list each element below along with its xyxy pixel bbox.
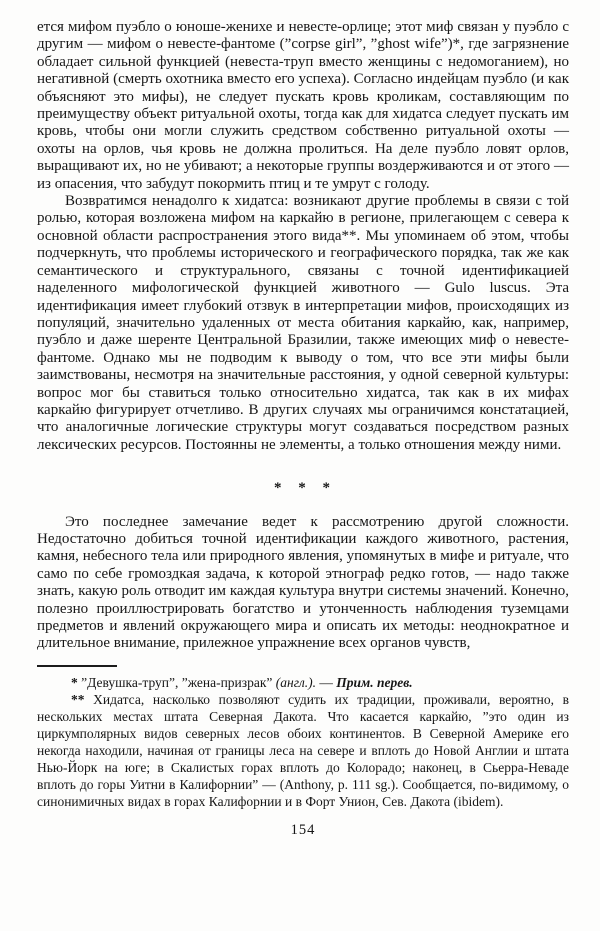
paragraph-continuation: ется мифом пуэбло о юноше-женихе и невесте-орлице; этот миф связан у пуэбло с другим — мифом о невесте-фантоме (”corpse girl”, ”ghost wife”)*, где загрязнение обладает сильной функцией (невеста-труп вместо женщины с недомоганием), но негативной (смерть охотника вместо его успеха). Согласно индейцам пуэбло (и как объясняют это мифы), не следует пускать кровь кроликам, составляющим по преимуществу объект ритуальной охоты, тогда как для хидатса следует пускать им кровь, чтобы они могли служить средством собственно ритуальной охоты — охоты на орлов, чья кровь не должна пролиться. На деле пуэбло ловят орлов, выращивают их, но не убивают; а некоторые группы воздерживаются и от этого — из опасения, что забудут покормить птиц и те умрут с голоду.: [37, 19, 569, 192]
paragraph: Возвратимся ненадолго к хидатса: возникают другие проблемы в связи с той ролью, которая возложена мифом на каркайю в регионе, прилегающем с севера к основной области распространения этого вида**. Мы упоминаем об этом, чтобы подчеркнуть, что проблемы исторического и географического порядка, так же как семантического и структурального, связаны с точной идентификацией наделенного мифологической функцией животного — Gulo luscus. Эта идентификация имеет глубокий отзвук в интерпретации мифов, происходящих из популяций, значительно удаленных от места обитания каркайю, как, например, пуэбло и даже шеренте Центральной Бразилии, также имеющих миф о невесте-фантоме. Однако мы не подводим к выводу о том, что все эти мифы были заимствованы, несмотря на значительные расстояния, у одной северной культуры: вопрос мог бы ставиться только относительно хидатса, так как в их мифах каркайю фигурирует отчетливо. В других случаях мы ограничимся констатацией, что аналогичные логические структуры могут создаваться посредством разных лексических ресурсов. Постоянны не элементы, а только отношения между ними.: [37, 193, 569, 453]
footnote-1-marker: *: [71, 674, 78, 690]
footnote-2-text: Хидатса, насколько позволяют судить их традиции, проживали, вероятно, в нескольких местах штата Северная Дакота. Что касается каркайю, ”это один из циркумполярных видов северных лесов обоих континентов. В Северной Америке его некогда находили, начиная от границы леса на севере и вплоть до Новой Англии и штата Нью-Йорк на юге; в Скалистых горах вплоть до Колорадо; наконец, в Сьерра-Неваде вплоть до горы Уитни в Калифорнии” — (Anthony, p. 111 sg.). Сообщается, по-видимому, о синонимичных видах в горах Калифорнии и в Форт Унион, Сев. Дакота (ibidem).: [37, 691, 569, 809]
footnote-1-text: ”Девушка-труп”, ”жена-призрак”: [81, 674, 273, 690]
page-number: 154: [290, 821, 316, 838]
footnote-1: [37, 674, 569, 691]
footnote-divider: [37, 665, 117, 667]
footnote-2-marker: **: [71, 691, 85, 707]
footnote-1-attribution: Прим. перев.: [336, 674, 413, 690]
footnote-2: [37, 691, 569, 810]
paragraph: Это последнее замечание ведет к рассмотрению другой сложности. Недостаточно добиться точной идентификации каждого животного, растения, камня, небесного тела или природного явления, упомянутых в мифе и ритуале, что само по себе громоздкая задача, к которой этнограф редко готов, — надо также знать, какую роль отводит им каждая культура внутри системы значений. Конечно, полезно проиллюстрировать богатство и утонченность наблюдения туземцами предметов и явлений окружающего мира и описать их методы: неоднократное и длительное внимание, прилежное упражнение всех органов чувств,: [37, 513, 569, 652]
footnote-1-dash: —: [319, 674, 333, 690]
page-body-text: [37, 19, 569, 653]
section-separator-asterisks: * * *: [274, 480, 332, 497]
footnote-1-language-note: (англ.).: [275, 674, 316, 690]
footnotes-block: [37, 674, 569, 810]
